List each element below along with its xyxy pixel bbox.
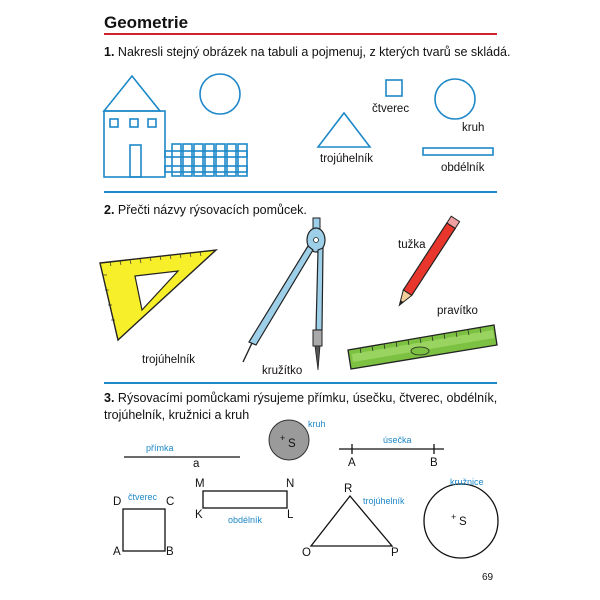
- point-L-rect: L: [287, 509, 294, 521]
- square-shape: [386, 80, 402, 96]
- rectangle-klmn: [203, 491, 287, 508]
- triangle-shape: [318, 113, 370, 147]
- task-2: [104, 203, 307, 217]
- house-sun-circle: [200, 74, 240, 114]
- label-ctverec: čtverec: [372, 103, 410, 115]
- compass-tool: [243, 218, 325, 370]
- label-kruznice: kružnice: [450, 477, 484, 487]
- task-3-number: 3.: [104, 391, 115, 405]
- label-obdelnik: obdélník: [441, 162, 485, 174]
- label-tool-trojuhelnik: trojúhelník: [142, 354, 196, 366]
- circle-shape: [435, 79, 475, 119]
- task-3: [104, 391, 497, 405]
- square-abcd: [123, 509, 165, 551]
- task-3-line2: trojúhelník, kružnici a kruh: [104, 408, 250, 422]
- point-B-segment: B: [430, 457, 438, 469]
- label-trojuhelnik-s3: trojúhelník: [363, 496, 405, 506]
- point-a-line: a: [193, 458, 200, 470]
- ruler-tool: [348, 325, 497, 369]
- point-N-rect: N: [286, 478, 295, 490]
- rectangle-shape: [423, 148, 493, 155]
- point-B-square: B: [166, 546, 174, 558]
- set-square-tool: [100, 250, 216, 340]
- point-M-rect: M: [195, 478, 205, 490]
- point-C-square: C: [166, 496, 175, 508]
- task-1-number: 1.: [104, 45, 115, 59]
- page-number: 69: [482, 572, 494, 583]
- point-A-square: A: [113, 546, 121, 558]
- point-P-triangle: P: [391, 547, 399, 559]
- circle-center-mark: +: [451, 512, 457, 522]
- label-ctverec-s3: čtverec: [128, 492, 158, 502]
- page-title: Geometrie: [104, 13, 189, 32]
- disc-center-mark: +: [280, 433, 286, 443]
- pencil-tool: [395, 216, 459, 308]
- task-1: [104, 45, 510, 59]
- label-kruh-s3: kruh: [308, 419, 326, 429]
- task-3-text-line1: Rýsovacími pomůckami rýsujeme přímku, úsečku, čtverec, obdélník,: [117, 391, 498, 405]
- label-primka: přímka: [146, 443, 174, 453]
- task-2-text: Přečti názvy rýsovacích pomůcek.: [117, 203, 307, 217]
- point-K-rect: K: [195, 509, 203, 521]
- point-D-square: D: [113, 496, 122, 508]
- label-kruh: kruh: [462, 122, 485, 134]
- label-tool-tuzka: tužka: [398, 239, 426, 251]
- circle-center-s: S: [459, 516, 467, 528]
- house-drawing: [104, 76, 247, 177]
- label-tool-kruzitko: kružítko: [262, 365, 303, 377]
- point-A-segment: A: [348, 457, 356, 469]
- point-R-triangle: R: [344, 483, 353, 495]
- task-2-number: 2.: [104, 203, 115, 217]
- point-O-triangle: O: [302, 547, 311, 559]
- disc-center-s: S: [288, 438, 296, 450]
- label-trojuhelnik: trojúhelník: [320, 153, 374, 165]
- label-obdelnik-s3: obdélník: [228, 515, 263, 525]
- label-usecka: úsečka: [383, 435, 412, 445]
- task-1-text: Nakresli stejný obrázek na tabuli a pojmenuj, z kterých tvarů se skládá.: [117, 45, 511, 59]
- label-tool-pravitko: pravítko: [437, 305, 478, 317]
